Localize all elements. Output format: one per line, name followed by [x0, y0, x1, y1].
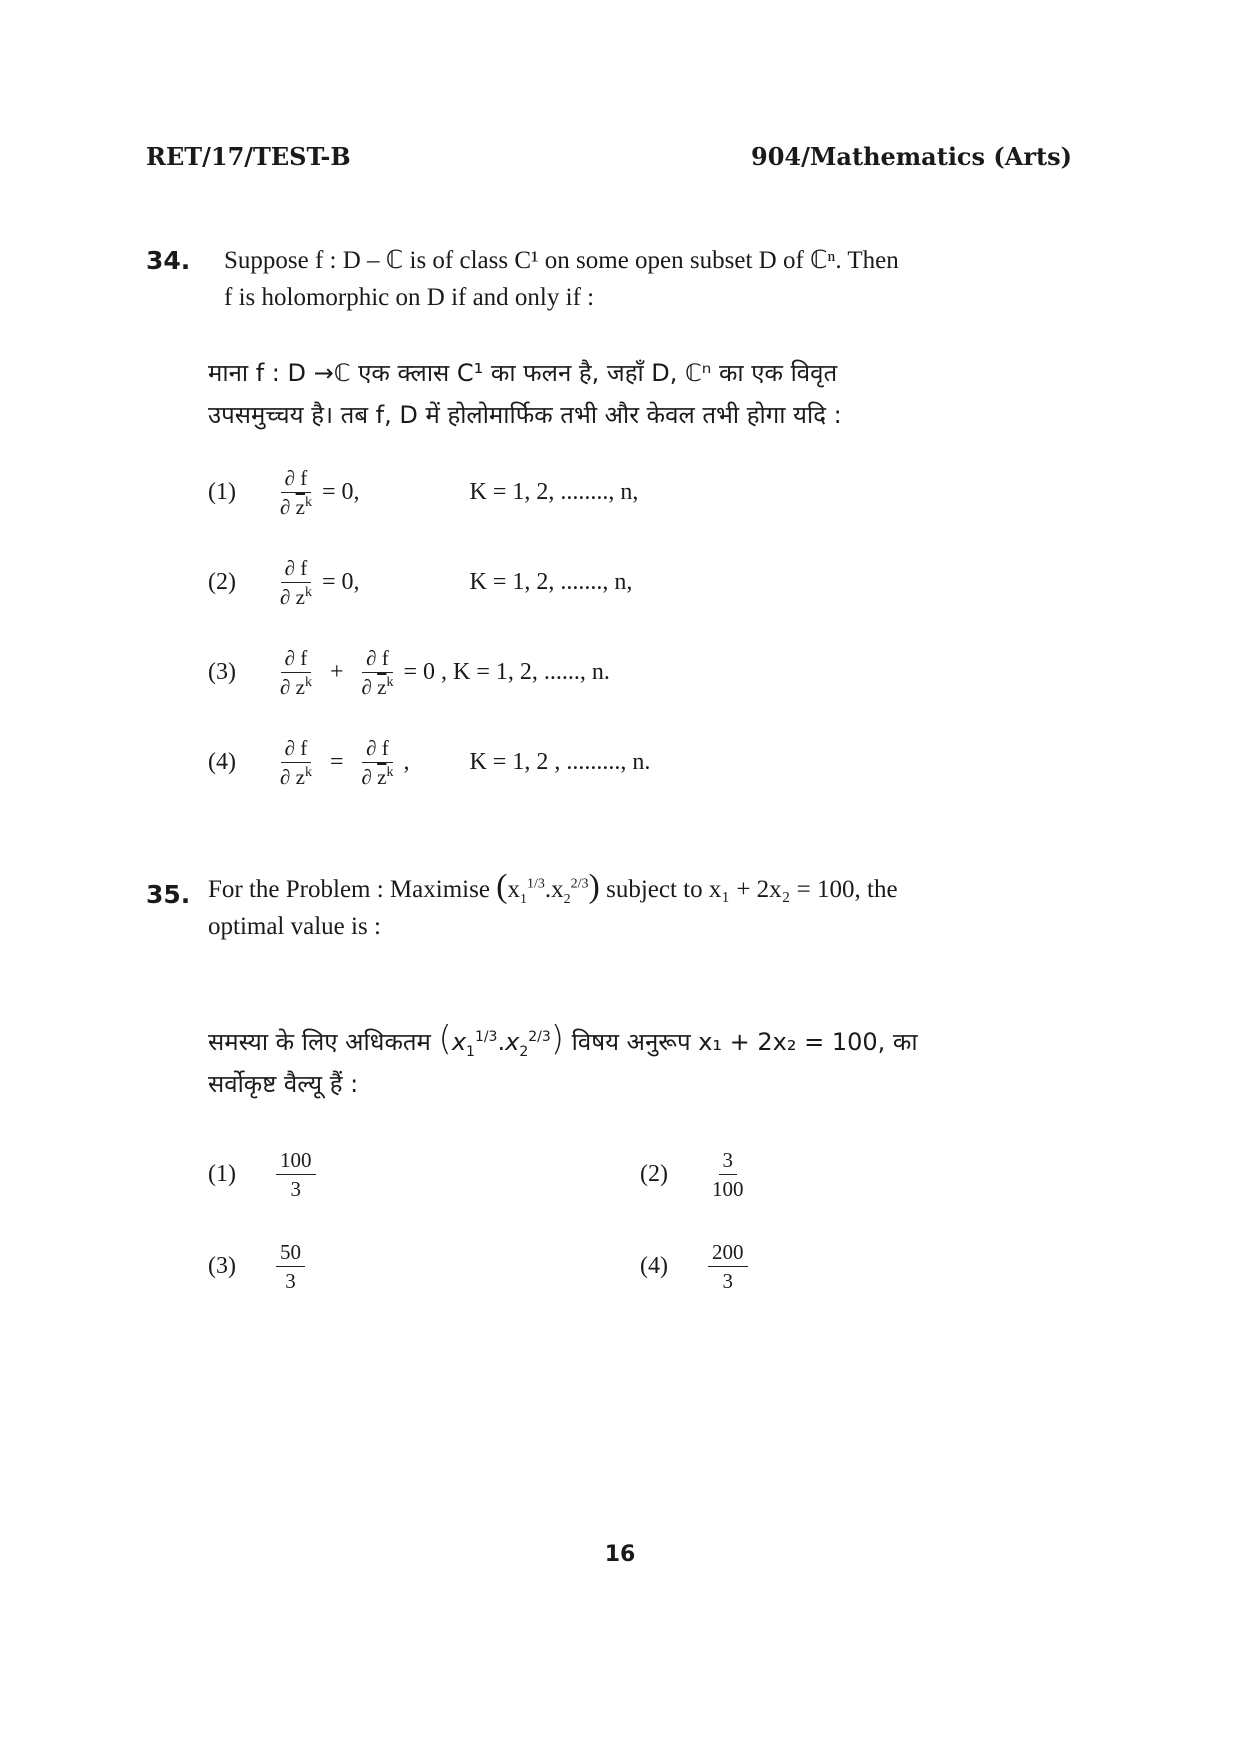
text-line: For the Problem : Maximise $(x_1^{1/3}.x_2^{2/3})$ subject to x₁ + 2x₂ = 100, the: [208, 868, 898, 907]
equals-zero: = 0,: [321, 569, 360, 595]
option-4[interactable]: [640, 1240, 754, 1293]
option-2[interactable]: [208, 556, 632, 609]
page-number: 16: [604, 1542, 636, 1567]
option-label: (3): [208, 659, 236, 685]
objective-expression: (: [496, 868, 508, 905]
objective-expression: (: [438, 1019, 452, 1059]
question-text-english: [224, 242, 1074, 316]
partial-derivative: $\frac{\partial f}{\partial \overline{z}^k}$: [280, 466, 312, 519]
comma: ,: [403, 749, 410, 775]
partial-derivative: $\frac{\partial f}{\partial z^k}$: [280, 646, 312, 699]
text-fragment: For the Problem : Maximise: [208, 876, 490, 903]
option-4[interactable]: [208, 736, 650, 789]
fraction: $\frac{200}{3}$: [708, 1240, 748, 1293]
text-line: समस्या के लिए अधिकतम $(x_1^{1/3}.x_2^{2/3})$ विषय अनुरूप x₁ + 2x₂ = 100, का: [208, 1019, 918, 1060]
partial-derivative: $\frac{\partial f}{\partial \overline{z}^k}$: [361, 646, 394, 699]
option-label: (1): [208, 479, 236, 505]
partial-derivative: $\frac{\partial f}{\partial z^k}$: [280, 556, 312, 609]
option-2[interactable]: [640, 1148, 754, 1201]
text-line: f is holomorphic on D if and only if :: [224, 284, 595, 311]
fraction: $\frac{100}{3}$: [276, 1148, 316, 1201]
partial-derivative: $\frac{\partial f}{\partial z^k}$: [280, 736, 312, 789]
text-line: optimal value is :: [208, 913, 381, 940]
option-3[interactable]: [208, 1240, 311, 1293]
option-1[interactable]: [208, 1148, 322, 1201]
question-text-english: [208, 868, 1088, 945]
exam-code: RET/17/TEST-B: [146, 142, 351, 171]
fraction: $\frac{3}{100}$: [712, 1148, 744, 1201]
option-label: (2): [208, 569, 236, 595]
option-label: (4): [640, 1253, 668, 1279]
question-text-hindi: [208, 1018, 1088, 1105]
option-1[interactable]: [208, 466, 638, 519]
option-label: (4): [208, 749, 236, 775]
question-text-hindi: [208, 352, 1088, 436]
text-fragment: समस्या के लिए अधिकतम: [208, 1028, 431, 1056]
equals-zero: = 0 ,: [403, 659, 454, 685]
equals-zero: = 0,: [321, 479, 360, 505]
index-range: K = 1, 2, ......., n,: [469, 569, 633, 595]
subject-title: 904/Mathematics (Arts): [751, 142, 1072, 171]
index-range: K = 1, 2, ........, n,: [469, 479, 639, 505]
text-fragment: subject to x₁ + 2x₂ = 100, the: [606, 876, 898, 903]
equals-sign: =: [329, 749, 344, 775]
question-number: 35.: [146, 880, 191, 909]
index-range: K = 1, 2 , ........., n.: [469, 749, 651, 775]
option-label: (3): [208, 1253, 236, 1279]
text-line: उपसमुच्चय है। तब f, D में होलोमार्फिक तभी और केवल तभी होगा यदि :: [208, 401, 842, 429]
text-line: माना f : D →ℂ एक क्लास C¹ का फलन है, जहाँ D, ℂⁿ का एक विवृत: [208, 359, 838, 387]
plus-sign: +: [329, 659, 344, 685]
index-range: K = 1, 2, ......, n.: [453, 659, 610, 685]
question-number: 34.: [146, 246, 191, 275]
fraction: $\frac{50}{3}$: [276, 1240, 305, 1293]
option-label: (2): [640, 1161, 668, 1187]
text-line: Suppose f : D – ℂ is of class C¹ on some open subset D of ℂⁿ. Then: [224, 247, 899, 274]
option-label: (1): [208, 1161, 236, 1187]
text-line: सर्वोकृष्ट वैल्यू हैं :: [208, 1070, 359, 1098]
option-3[interactable]: [208, 646, 610, 699]
text-fragment: विषय अनुरूप x₁ + 2x₂ = 100, का: [571, 1028, 918, 1056]
partial-derivative: $\frac{\partial f}{\partial \overline{z}^k}$: [361, 736, 394, 789]
